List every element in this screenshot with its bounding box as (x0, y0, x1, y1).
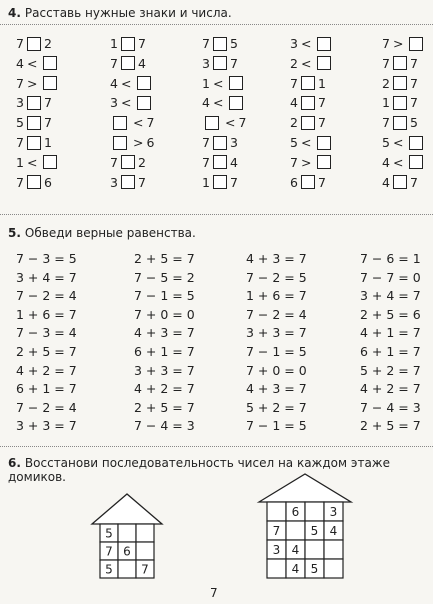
house-cell-number (100, 560, 118, 578)
comparison-item (110, 93, 154, 110)
equation[interactable]: 4 + 3 = 7 (246, 381, 307, 397)
comparison-sign: > (392, 36, 404, 51)
answer-box[interactable] (121, 37, 135, 51)
equation[interactable]: 7 − 4 = 3 (134, 418, 195, 434)
number: 4 (202, 95, 210, 111)
task-6-number: 6. (8, 456, 21, 470)
number: 5 (229, 36, 238, 51)
number: 1 (202, 75, 210, 91)
number: 7 (382, 36, 390, 51)
comparison-item (16, 153, 60, 170)
answer-box[interactable] (393, 56, 407, 70)
number: 7 (16, 36, 24, 51)
house-roof (92, 494, 162, 524)
number: 2 (137, 154, 146, 170)
answer-box[interactable] (27, 175, 41, 189)
comparison-item (382, 54, 418, 71)
divider (0, 24, 433, 25)
answer-box[interactable] (409, 136, 423, 150)
equation[interactable]: 7 − 2 = 4 (16, 288, 77, 304)
number: 4 (110, 75, 118, 91)
equation[interactable]: 2 + 5 = 7 (134, 251, 195, 266)
number: 7 (202, 154, 210, 170)
task-4-number: 4. (8, 6, 21, 20)
number: 3 (16, 95, 24, 111)
equation[interactable]: 3 + 3 = 7 (134, 362, 195, 378)
equation[interactable]: 7 + 0 = 0 (246, 362, 307, 378)
number: 7 (146, 115, 155, 131)
svg-text:7: 7 (272, 524, 281, 538)
answer-box[interactable] (27, 37, 41, 51)
house-cell-empty[interactable] (118, 560, 136, 578)
divider (0, 214, 433, 215)
comparison-item (382, 74, 418, 91)
task-5-number: 5. (8, 226, 21, 240)
answer-box[interactable] (229, 96, 243, 110)
comparison-item (110, 113, 154, 130)
equation[interactable]: 1 + 6 = 7 (246, 288, 307, 304)
house-cell-number (286, 559, 305, 578)
divider (0, 446, 433, 447)
answer-box[interactable] (137, 76, 151, 90)
task-5-title (8, 226, 196, 240)
comparison-item (110, 153, 146, 170)
comparison-item (382, 153, 426, 170)
equation[interactable]: 2 + 5 = 6 (360, 306, 421, 322)
number: 7 (202, 36, 210, 51)
svg-text:7: 7 (105, 544, 113, 559)
comparison-item (16, 54, 60, 71)
number: 4 (290, 95, 298, 111)
number: 1 (43, 135, 52, 150)
answer-box[interactable] (301, 76, 315, 90)
house-cell-number (118, 542, 136, 560)
answer-box[interactable] (27, 116, 41, 130)
comparison-item (290, 34, 334, 51)
answer-box[interactable] (301, 175, 315, 189)
comparison-item (16, 93, 52, 110)
comparison-sign: > (133, 135, 144, 150)
number: 7 (110, 55, 118, 71)
equation[interactable]: 5 + 2 = 7 (246, 399, 307, 415)
comparison-sign: < (300, 135, 312, 150)
number: 1 (16, 154, 24, 170)
svg-text:6: 6 (291, 505, 300, 519)
comparison-item (202, 93, 246, 110)
house-cell-number (100, 524, 118, 542)
comparison-item (382, 93, 418, 110)
answer-box[interactable] (121, 155, 135, 169)
number: 7 (238, 115, 247, 131)
number: 7 (409, 55, 418, 71)
equation[interactable]: 5 + 2 = 7 (360, 362, 421, 378)
equation[interactable]: 2 + 5 = 7 (360, 418, 421, 434)
task-6-title (8, 456, 433, 484)
answer-box[interactable] (229, 76, 243, 90)
number: 2 (382, 75, 390, 91)
house-cell-empty[interactable] (305, 540, 324, 559)
equation[interactable]: 7 − 4 = 3 (360, 399, 421, 415)
comparison-item (290, 54, 334, 71)
comparison-item (202, 153, 238, 170)
number: 7 (16, 75, 24, 91)
number: 2 (43, 36, 52, 51)
answer-box[interactable] (393, 175, 407, 189)
house-cell-empty[interactable] (305, 502, 324, 521)
house-cell-number (136, 560, 154, 578)
number: 4 (382, 174, 390, 190)
comparison-sign: > (26, 75, 38, 91)
answer-box[interactable] (43, 56, 57, 70)
answer-box[interactable] (137, 96, 151, 110)
number: 7 (317, 95, 326, 111)
house-cell-number (267, 521, 286, 540)
number: 7 (409, 174, 418, 190)
number: 1 (382, 95, 390, 111)
number: 7 (16, 135, 24, 150)
answer-box[interactable] (301, 96, 315, 110)
number: 6 (290, 174, 298, 190)
answer-box[interactable] (317, 37, 331, 51)
number: 5 (409, 115, 418, 131)
equation[interactable]: 7 − 6 = 1 (360, 251, 421, 266)
answer-box[interactable] (393, 96, 407, 110)
number: 1 (317, 75, 326, 91)
house-cell-empty[interactable] (286, 521, 305, 540)
page-number: 7 (210, 586, 218, 600)
answer-box[interactable] (27, 96, 41, 110)
number: 4 (16, 55, 24, 71)
equation[interactable]: 7 − 3 = 5 (16, 251, 77, 266)
house-cell-number (267, 540, 286, 559)
house-cell-number (286, 502, 305, 521)
svg-text:5: 5 (105, 562, 113, 577)
answer-box[interactable] (213, 175, 227, 189)
task-4-title-text: Расставь нужные знаки и числа. (24, 6, 232, 20)
number: 7 (382, 115, 390, 131)
answer-box[interactable] (43, 155, 57, 169)
equation[interactable]: 6 + 1 = 7 (16, 381, 77, 397)
svg-text:3: 3 (272, 543, 281, 557)
equation[interactable]: 7 − 1 = 5 (246, 418, 307, 434)
answer-box[interactable] (317, 56, 331, 70)
house-cell-empty[interactable] (324, 559, 343, 578)
task-4-title (8, 6, 232, 20)
equation[interactable]: 4 + 2 = 7 (16, 362, 77, 378)
comparison-item (110, 54, 146, 71)
house-cell-empty[interactable] (136, 542, 154, 560)
number: 7 (229, 174, 238, 190)
comparison-sign: < (133, 115, 144, 131)
equation[interactable]: 1 + 6 = 7 (16, 306, 77, 322)
number: 3 (290, 36, 298, 51)
number: 2 (290, 55, 298, 71)
number: 5 (290, 135, 298, 150)
equation[interactable]: 7 − 7 = 0 (360, 269, 421, 285)
number: 7 (202, 135, 210, 150)
number: 7 (317, 115, 326, 131)
svg-text:5: 5 (105, 526, 113, 541)
comparison-sign: < (300, 36, 312, 51)
house-cell-number (100, 542, 118, 560)
answer-box[interactable] (121, 56, 135, 70)
number: 7 (137, 174, 146, 190)
number: 7 (382, 55, 390, 71)
svg-text:3: 3 (329, 505, 338, 519)
comparison-item (382, 34, 426, 51)
number: 1 (202, 174, 210, 190)
number: 3 (110, 95, 118, 111)
number: 6 (43, 174, 52, 190)
equation[interactable]: 4 + 1 = 7 (360, 325, 421, 341)
equation[interactable]: 7 − 2 = 5 (246, 269, 307, 285)
number: 3 (202, 55, 210, 71)
equation[interactable]: 4 + 3 = 7 (134, 325, 195, 341)
equation[interactable]: 6 + 1 = 7 (134, 344, 195, 359)
number: 7 (229, 55, 238, 71)
equation[interactable]: 4 + 2 = 7 (134, 381, 195, 397)
house-cell-empty[interactable] (136, 524, 154, 542)
comparison-item (16, 113, 52, 130)
equation[interactable]: 7 − 5 = 2 (134, 269, 195, 285)
number: 7 (137, 36, 146, 51)
comparison-item (290, 173, 326, 190)
answer-box[interactable] (121, 175, 135, 189)
equation[interactable]: 4 + 2 = 7 (360, 381, 421, 397)
comparison-item (382, 173, 418, 190)
comparison-sign: < (212, 75, 224, 91)
answer-box[interactable] (205, 116, 219, 130)
answer-box[interactable] (393, 76, 407, 90)
svg-text:5: 5 (310, 524, 319, 538)
answer-box[interactable] (213, 56, 227, 70)
svg-text:4: 4 (291, 562, 300, 576)
answer-box[interactable] (113, 136, 127, 150)
comparison-sign: < (392, 154, 404, 170)
comparison-item (16, 34, 52, 51)
equation[interactable]: 6 + 1 = 7 (360, 344, 421, 359)
number: 7 (290, 154, 298, 170)
comparison-item (16, 173, 52, 190)
equation[interactable]: 7 − 3 = 4 (16, 325, 77, 341)
comparison-item (290, 74, 326, 91)
number: 6 (146, 135, 155, 150)
answer-box[interactable] (113, 116, 127, 130)
comparison-item (202, 74, 246, 91)
number: 1 (110, 36, 118, 51)
number: 7 (16, 174, 24, 190)
task-5-title-text: Обведи верные равенства. (24, 226, 196, 240)
house-cell-empty[interactable] (267, 559, 286, 578)
house-cell-number (324, 502, 343, 521)
comparison-sign: < (26, 55, 38, 71)
number: 7 (43, 95, 52, 111)
comparison-sign: < (300, 55, 312, 71)
equation[interactable]: 7 − 1 = 5 (246, 344, 307, 359)
comparison-item (202, 34, 238, 51)
comparison-sign: < (225, 115, 236, 131)
comparison-item (290, 93, 326, 110)
answer-box[interactable] (393, 116, 407, 130)
comparison-item (202, 113, 246, 130)
comparison-item (202, 173, 238, 190)
answer-box[interactable] (43, 76, 57, 90)
house-cell-empty[interactable] (118, 524, 136, 542)
comparison-item (382, 133, 426, 150)
house-cell-number (305, 521, 324, 540)
equation[interactable]: 3 + 3 = 7 (16, 418, 77, 434)
house-cell-empty[interactable] (324, 540, 343, 559)
answer-box[interactable] (213, 155, 227, 169)
svg-text:5: 5 (310, 562, 319, 576)
task-6-title-text: Восстанови последовательность чисел на каждом этаже домиков. (8, 456, 390, 484)
number: 7 (43, 115, 52, 131)
comparison-sign: < (392, 135, 404, 150)
answer-box[interactable] (409, 155, 423, 169)
number: 7 (110, 154, 118, 170)
equation[interactable]: 2 + 5 = 7 (134, 399, 195, 415)
equation[interactable]: 3 + 4 = 7 (16, 269, 77, 285)
comparison-sign: > (300, 154, 312, 170)
comparison-item (110, 34, 146, 51)
answer-box[interactable] (27, 136, 41, 150)
comparison-item (110, 173, 146, 190)
svg-text:4: 4 (291, 543, 300, 557)
answer-box[interactable] (213, 136, 227, 150)
answer-box[interactable] (213, 37, 227, 51)
comparison-item (16, 133, 52, 150)
answer-box[interactable] (317, 155, 331, 169)
number: 4 (137, 55, 146, 71)
house-cell-number (286, 540, 305, 559)
svg-text:6: 6 (123, 544, 131, 559)
number: 5 (16, 115, 24, 131)
house-cell-number (305, 559, 324, 578)
number: 3 (110, 174, 118, 190)
answer-box[interactable] (317, 136, 331, 150)
equation[interactable]: 7 − 1 = 5 (134, 288, 195, 304)
number: 4 (229, 154, 238, 170)
equation[interactable]: 7 − 2 = 4 (16, 399, 77, 415)
comparison-sign: < (212, 95, 224, 111)
number: 3 (229, 135, 238, 150)
comparison-item (290, 133, 334, 150)
svg-text:7: 7 (141, 562, 149, 577)
comparison-sign: < (120, 95, 132, 111)
answer-box[interactable] (409, 37, 423, 51)
equation[interactable]: 7 − 2 = 4 (246, 306, 307, 322)
number: 4 (382, 154, 390, 170)
number: 7 (409, 75, 418, 91)
answer-box[interactable] (301, 116, 315, 130)
comparison-item (290, 153, 334, 170)
equation[interactable]: 3 + 3 = 7 (246, 325, 307, 341)
number: 5 (382, 135, 390, 150)
equation[interactable]: 7 + 0 = 0 (134, 306, 195, 322)
comparison-sign: < (120, 75, 132, 91)
comparison-sign: < (26, 154, 38, 170)
comparison-item (202, 133, 238, 150)
number: 2 (290, 115, 298, 131)
equation[interactable]: 2 + 5 = 7 (16, 344, 77, 359)
house-roof (259, 474, 351, 502)
comparison-item (16, 74, 60, 91)
number: 7 (409, 95, 418, 111)
svg-text:4: 4 (329, 524, 338, 538)
comparison-item (202, 54, 238, 71)
comparison-item (110, 133, 154, 150)
comparison-item (382, 113, 418, 130)
number: 7 (290, 75, 298, 91)
equation[interactable]: 4 + 3 = 7 (246, 251, 307, 266)
house-cell-number (324, 521, 343, 540)
comparison-item (110, 74, 154, 91)
house-cell-empty[interactable] (267, 502, 286, 521)
comparison-item (290, 113, 326, 130)
equation[interactable]: 3 + 4 = 7 (360, 288, 421, 304)
house-large (246, 474, 364, 580)
house-small (92, 494, 162, 580)
number: 7 (317, 174, 326, 190)
